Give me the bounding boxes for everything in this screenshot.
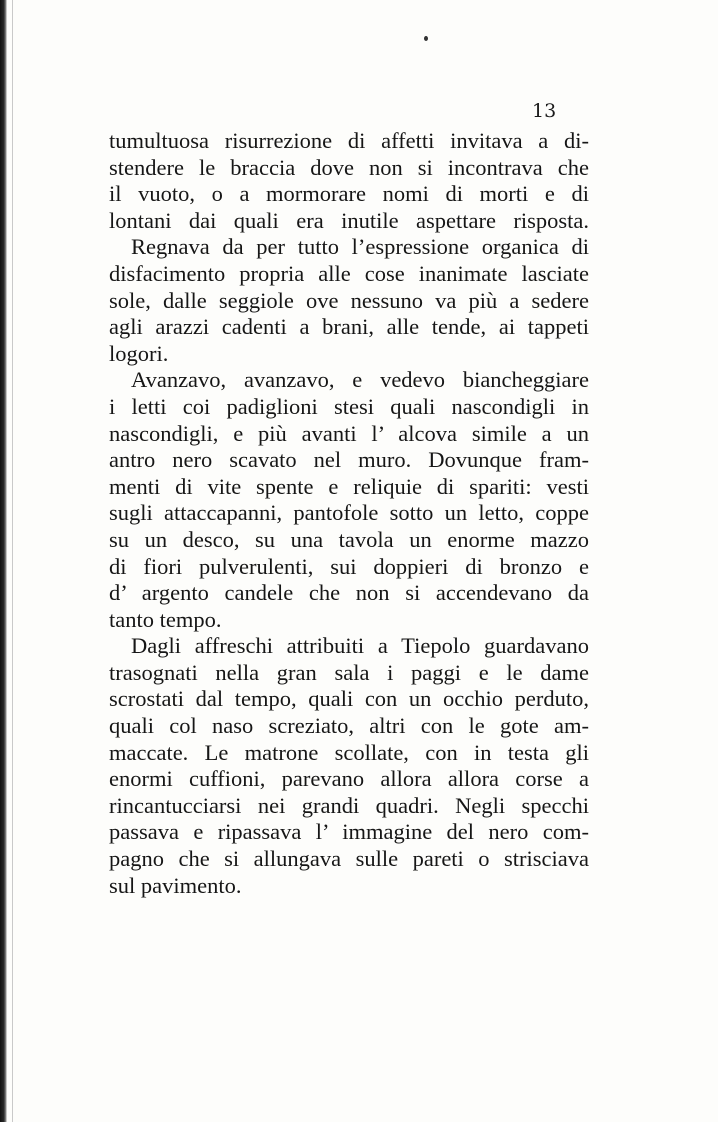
text-line: sugli attaccapanni, pantofole sotto un letto, coppe (109, 500, 589, 526)
paragraph-first-line: Regnava da per tutto l’espressione organica di (131, 234, 589, 260)
text-line: tumultuosa risurrezione di affetti invitava a di- (109, 128, 589, 153)
paragraph-first-line: Avanzavo, avanzavo, e vedevo biancheggiare (131, 367, 589, 393)
text-line: maccate. Le matrone scollate, con in testa gli (109, 739, 589, 765)
body-text (109, 128, 589, 899)
text-line: stendere le braccia dove non si incontrava che (109, 154, 589, 180)
text-line: scrostati dal tempo, quali con un occhio perduto, (109, 686, 589, 712)
text-line: disfacimento propria alle cose inanimate lasciate (109, 260, 589, 286)
text-line: trasognati nella gran sala i paggi e le dame (109, 659, 589, 685)
text-line: antro nero scavato nel muro. Dovunque fram- (109, 447, 589, 473)
paragraph-first-line: Dagli affreschi attribuiti a Tiepolo guardavano (131, 633, 589, 659)
text-line: enormi cuffioni, parevano allora allora corse a (109, 766, 589, 792)
text-line: tanto tempo. (109, 606, 222, 632)
ink-speck (424, 36, 428, 41)
text-line: il vuoto, o a mormorare nomi di morti e di (109, 181, 589, 207)
text-line: pagno che si allungava sulle pareti o strisciava (109, 846, 589, 872)
text-line: rincantucciarsi nei grandi quadri. Negli specchi (109, 792, 589, 818)
text-line: lontani dai quali era inutile aspettare risposta. (109, 207, 589, 233)
text-line: passava e ripassava l’ immagine del nero com- (109, 819, 589, 845)
text-line: agli arazzi cadenti a brani, alle tende, ai tappeti (109, 314, 589, 340)
text-line: sole, dalle seggiole ove nessuno va più a sedere (109, 287, 589, 313)
page-number: 13 (532, 100, 557, 122)
text-line: logori. (109, 340, 169, 366)
text-line: menti di vite spente e reliquie di spariti: vesti (109, 473, 589, 499)
text-line: i letti coi padiglioni stesi quali nascondigli in (109, 393, 589, 419)
text-line: nascondigli, e più avanti l’ alcova simile a un (109, 420, 589, 446)
text-line: quali col naso screziato, altri con le gote am- (109, 713, 589, 739)
page-binding-edge (0, 0, 7, 1122)
text-line: d’ argento candele che non si accendevano da (109, 580, 589, 606)
text-line: sul pavimento. (109, 872, 242, 898)
text-line: su un desco, su una tavola un enorme mazzo (109, 526, 589, 552)
page-edge-line (12, 0, 13, 1122)
text-line: di fiori pulverulenti, sui doppieri di bronzo e (109, 553, 589, 579)
